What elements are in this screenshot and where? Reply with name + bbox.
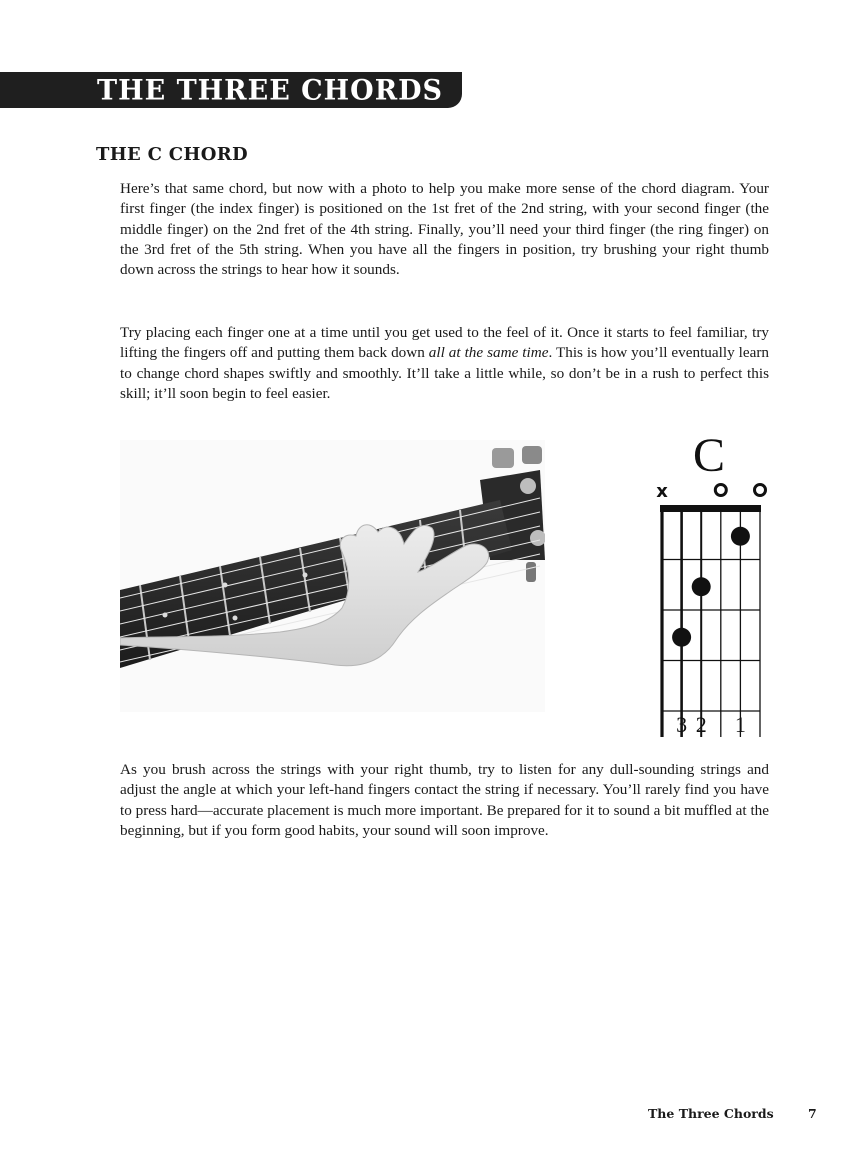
section-title: THE C CHORD (96, 144, 248, 165)
chord-name: C (693, 429, 726, 482)
paragraph-practice-end: . This is how you’ll eventually learn to change chord shapes swiftly and smoothly. It’ll take a little while, so don’t be in a rush to perfect this skill; it’ll soon begin to feel easier. (120, 344, 769, 402)
open-string-marker (755, 485, 766, 496)
chord-hand-photo (120, 440, 545, 712)
finger-number: 2 (695, 712, 707, 737)
paragraph-listen: As you brush across the strings with your right thumb, try to listen for any dull-sounding strings and adjust the angle at which your left-hand fingers contact the string if necessary. You’ll rarely find you have to press hard—accurate placement is much more important. Be prepared for it to sound a bit muffled at the beginning, but if you form good habits, your sound will soon improve. (120, 761, 769, 839)
guitar-neck-illustration (120, 440, 545, 712)
paragraph-practice-emphasis: all at the same time (428, 344, 549, 362)
finger-dot (692, 577, 711, 596)
page-number: 7 (808, 1106, 817, 1121)
finger-number: 3 (676, 712, 688, 737)
nut (660, 505, 761, 512)
finger-dot (731, 527, 750, 546)
chapter-banner (0, 72, 462, 108)
footer-chapter-title: The Three Chords (648, 1106, 774, 1121)
chord-diagram (640, 478, 780, 740)
paragraph-intro: Here’s that same chord, but now with a photo to help you make more sense of the chord diagram. Your first finger (the index finger) is positioned on the 1st fret of the 2nd string, with your second finger (the middle finger) on the 2nd fret of the 4th string. Finally, you’ll need your third finger (the ring finger) on the 3rd fret of the 5th string. When you have all the fingers in position, try brushing your right thumb down across the strings to hear how it sounds. (120, 180, 769, 279)
finger-number: 1 (734, 712, 746, 737)
chapter-title: THE THREE CHORDS (97, 74, 444, 107)
open-string-marker (715, 485, 726, 496)
paragraph-practice (120, 323, 769, 404)
finger-dot (672, 628, 691, 647)
muted-string-marker: x (656, 481, 668, 502)
paragraph-practice-start: Try placing each finger one at a time until you get used to the feel of it. Once it starts to feel familiar, try lifting the fingers off and putting them back down (120, 324, 769, 362)
